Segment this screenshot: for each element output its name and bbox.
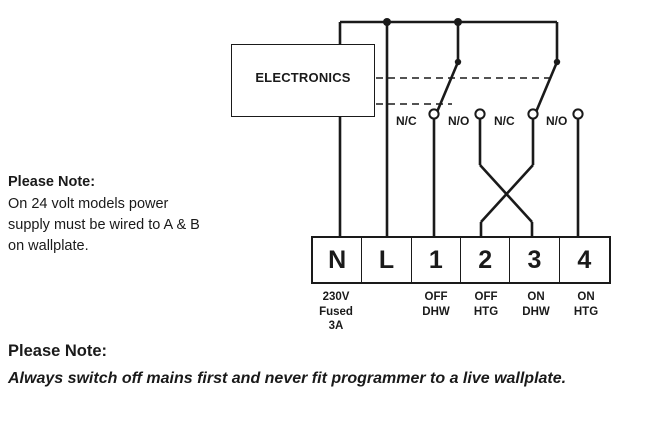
bottom-note-title: Please Note: bbox=[8, 342, 108, 360]
terminal-block bbox=[311, 236, 611, 284]
relay2-nc-label: N/C bbox=[494, 114, 515, 128]
terminal-caption-n bbox=[305, 290, 367, 334]
terminal-cell-2[interactable]: 2 bbox=[461, 238, 510, 282]
terminal-cell-3[interactable]: 3 bbox=[510, 238, 559, 282]
terminal-caption-1-line2: DHW bbox=[422, 305, 450, 318]
relay1-nc-contact bbox=[429, 109, 438, 118]
bottom-note-body: Always switch off mains first and never fit programmer to a live wallplate. bbox=[8, 370, 567, 387]
terminal-caption-3-line2: DHW bbox=[522, 305, 550, 318]
terminal-caption-4-line2: HTG bbox=[573, 305, 599, 318]
relay1-pivot-dot bbox=[455, 59, 461, 65]
terminal-caption-3-line1: ON bbox=[527, 291, 545, 303]
side-note bbox=[8, 172, 213, 257]
terminal-caption-n-line1: 230V bbox=[322, 291, 350, 303]
relay1-nc-label: N/C bbox=[396, 114, 417, 128]
terminal-caption-2-line1: OFF bbox=[474, 291, 498, 303]
relay2-nc-contact bbox=[528, 109, 537, 118]
terminal-caption-2-line2: HTG bbox=[473, 305, 499, 318]
terminal-cell-l[interactable]: L bbox=[362, 238, 411, 282]
side-note-body: On 24 volt models power supply must be wired to A & B on wallplate. bbox=[8, 196, 200, 254]
relay1-no-contact bbox=[475, 109, 484, 118]
terminal-cell-n[interactable]: N bbox=[313, 238, 362, 282]
electronics-box-label: ELECTRONICS bbox=[255, 70, 351, 85]
terminal-cell-1[interactable]: 1 bbox=[412, 238, 461, 282]
terminal-caption-4-line1: ON bbox=[577, 291, 595, 303]
relay2-no-contact bbox=[573, 109, 582, 118]
terminal-caption-n-line3: 3A bbox=[328, 320, 344, 332]
terminal-cell-4[interactable]: 4 bbox=[560, 238, 609, 282]
relay1-no-label: N/O bbox=[448, 114, 470, 128]
side-note-title: Please Note: bbox=[8, 174, 96, 190]
terminal-caption-4 bbox=[555, 290, 617, 319]
relay2-switch-blade bbox=[536, 62, 557, 112]
relay2-pivot-dot bbox=[554, 59, 560, 65]
bottom-note bbox=[8, 340, 648, 391]
terminal-caption-n-line2: Fused bbox=[319, 305, 353, 318]
relay2-no-label: N/O bbox=[546, 114, 568, 128]
terminal-caption-1-line1: OFF bbox=[424, 291, 448, 303]
